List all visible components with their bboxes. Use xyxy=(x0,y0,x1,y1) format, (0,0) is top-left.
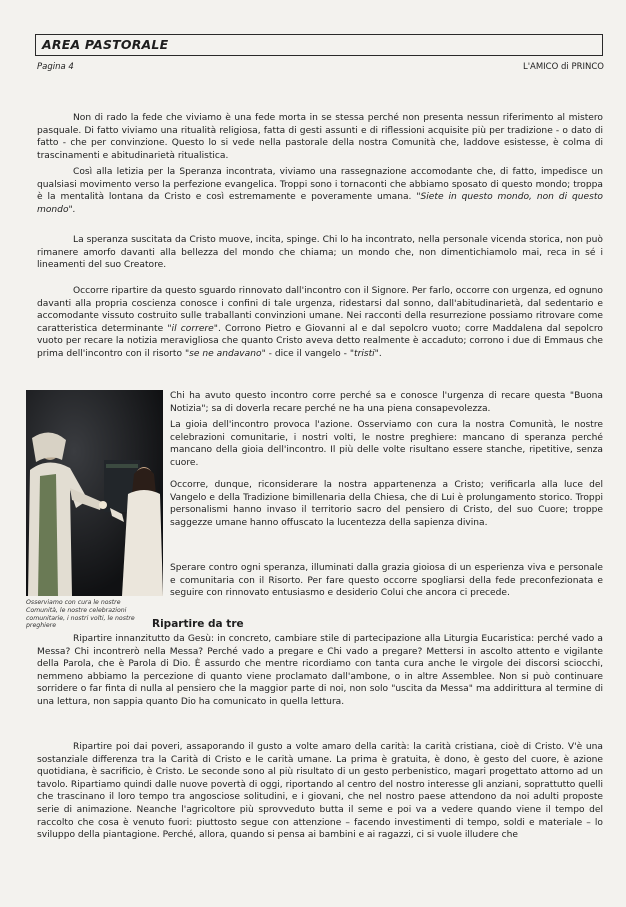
section-title: AREA PASTORALE xyxy=(42,37,169,52)
paragraph-9: Ripartire innanzitutto da Gesù: in concreto, cambiare stile di partecipazione alla Liturgia Eucaristica: perché vado a Messa? Chi incontrerò nella Messa? Perché vado a pregare e Chi vado a pregare? Mettersi in ascolto attento e vigilante della Parola, che è Parola di Dio. È assurdo che mentre ricordiamo con tanta cura anche le virgole dei discorsi sciocchi, nemmeno abbiamo la percezione di quanto viene proclamato dall'ambone, o in altre Assemblee. Non si può continuare sorridere o far finta di nulla al pensiero che la maggior parte di noi, non solo "uscita da Messa" ma addirittura al termine di una lettura, non sappia quanto Dio ha comunicato in quella lettura. xyxy=(37,634,603,707)
paragraph-3: La speranza suscitata da Cristo muove, incita, spinge. Chi lo ha incontrato, nella personale vicenda storica, non può rimanere amorfo davanti alla bellezza del mondo che chiama; un mondo che, non dimentichiamolo mai, reca in sé i lineamenti del suo Creatore. xyxy=(37,235,603,271)
section-heading: Ripartire da tre xyxy=(152,618,244,630)
section-header-box xyxy=(35,34,603,56)
paragraph-4-quote-leaving: "se ne andavano" xyxy=(184,348,266,359)
page-number: Pagina 4 xyxy=(37,62,74,72)
paragraph-4-quote-sad: "tristi" xyxy=(349,348,379,359)
paragraph-6: La gioia dell'incontro provoca l'azione. Osserviamo con cura la nostra Comunità, le nostre celebrazioni comunitarie, i nostri volti, le nostre preghiere: mancano di speranza perché mancano della gioia dell'incontro. Il più delle volte risultano essere stanche, ripetitive, senza cuore. xyxy=(170,420,603,468)
paragraph-10: Ripartire poi dai poveri, assaporando il gusto a volte amaro della carità: la carità cristiana, cioè di Cristo. V'è una sostanziale differenza tra la Carità di Cristo e le carità umane. La prima è gratuita, è dono, è gesto del cuore, è azione quotidiana, è sacrificio, è Cristo. Le seconde sono al più risultato di un gesto perbenistico, magari progettato attorno ad un tavolo. Ripartiamo quindi dalle nuove povertà di oggi, riportando al centro del nostro interesse gli anziani, soprattutto quelli che trascinano il loro tempo tra angosciose solitudini, e i giovani, che nel nostro paese attendono da noi adulti proposte serie di animazione. Neanche l'agricoltore più sprovveduto butta il seme e poi va a vedere quando viene il tempo del raccolto che cosa è venuto fuori: piuttosto segue con attenzione – facendo investimenti di tempo, soldi e materiale – lo sviluppo della piantagione. Perché, allora, quando si pensa ai bambini e ai ragazzi, ci si vuole illudere che xyxy=(37,742,603,841)
celebration-photo xyxy=(26,390,163,596)
paragraph-1: Non di rado la fede che viviamo è una fede morta in se stessa perché non presenta nessun riferimento al mistero pasquale. Di fatto viviamo una ritualità religiosa, fatta di gesti assunti e di riflessioni acquisite più per tradizione - o dato di fatto - che per convinzione. Questo lo si vede nella pastorale della nostra Comunità che, laddove esistesse, è colma di trascinamenti e abitudinarietà ritualistica. xyxy=(37,113,603,161)
paragraph-4-part-a: Occorre ripartire da questo sguardo rinnovato dall'incontro con il Signore. Per farlo, occorre con urgenza, ed ognuno davanti alla propria coscienza conosce i confini di tale urgenza, ridestarsi dal sonno, dall'abitudinarietà, dal sedentario e accomodante vissuto costruito sulle traballanti convinzioni umane. Nei racconti della resurrezione possiamo ritrovare come caratteristica determinante xyxy=(37,286,603,334)
paragraph-4-part-c: - dice il vangelo - xyxy=(265,348,347,359)
paragraph-7: Occorre, dunque, riconsiderare la nostra appartenenza a Cristo; verificarla alla luce del Vangelo e della Tradizione bimillenaria della Chiesa, che di Lui è prolungamento storico. Troppi personalismi hanno invaso il territorio sacro del pensiero di Cristo, del suo Cuore; troppe saggezze umane hanno offuscato la lucentezza della sapienza divina. xyxy=(170,480,603,528)
paragraph-5: Chi ha avuto questo incontro corre perché sa e conosce l'urgenza di recare questa "Buona Notizia"; sa di doverla recare perché ne ha una piena consapevolezza. xyxy=(170,391,603,414)
paragraph-2 xyxy=(37,166,603,216)
paragraph-4-part-b: . Corrono Pietro e Giovanni al e dal sepolcro vuoto; corre Maddalena dal sepolcro vuoto per recare la notizia meravigliosa che quanto Cristo aveva detto realmente è accaduto; corrono i due di Emmaus che prima dell'incontro con il risorto xyxy=(37,323,603,359)
journal-name: L'AMICO di PRINCO xyxy=(522,62,604,72)
paragraph-8: Sperare contro ogni speranza, illuminati dalla grazia gioiosa di un esperienza viva e personale e comunitaria con il Risorto. Per fare questo occorre spogliarsi della fede preconfezionata e seguire con rinnovato entusiasmo e desiderio Colui che ancora ci precede. xyxy=(170,563,603,599)
photo-caption: Osserviamo con cura le nostre Comunità, le nostre celebrazioni comunitarie, i nostri volti, le nostre preghiere xyxy=(26,599,135,630)
paragraph-4 xyxy=(37,285,603,361)
celebration-photo-illustration xyxy=(26,390,163,596)
paragraph-2-text: Così alla letizia per la Speranza incontrata, viviamo una rassegnazione accomodante che, di fatto, impedisce un qualsiasi movimento verso la perfezione evangelica. Troppi sono i tornaconti che abbiamo sposato di questo mondo; troppa è la mentalità lontana da Cristo e così estremamente e poveramente umana. xyxy=(37,167,603,203)
paragraph-4-quote-running: "il correre" xyxy=(167,323,218,334)
paragraph-4-part-d: . xyxy=(378,348,382,359)
paragraph-2-quote: "Siete in questo mondo, non di questo mondo". xyxy=(37,192,603,215)
